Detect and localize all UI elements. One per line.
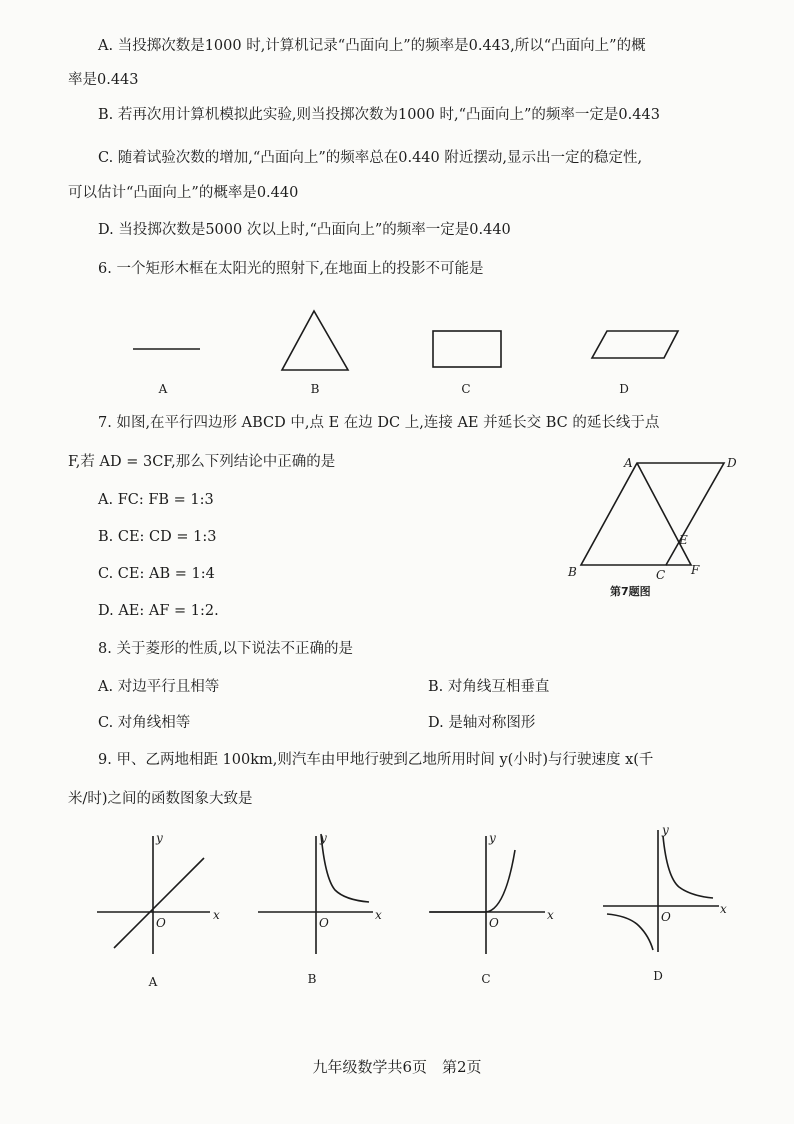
q6-triangle-shape [282,311,348,370]
page-footer: 九年级数学共6页 第2页 [312,1058,482,1076]
q6-choice-d: D [619,382,629,396]
q6-choice-b: B [310,382,320,396]
q9-graph-a-x-label: x [213,908,220,922]
q6-shapes [0,300,794,380]
q9-graph-c-origin: O [489,916,499,930]
q9-choice-a: A [148,975,158,989]
q7-stem-line1: 7. 如图,在平行四边形 ABCD 中,点 E 在边 DC 上,连接 AE 并延长交 BC 的延长线于点 [98,415,660,431]
q7-point-c-label: C [656,568,666,582]
q7-point-f-label: F [691,563,700,577]
q7-point-a-label: A [624,456,633,470]
q6-stem: 6. 一个矩形木框在太阳光的照射下,在地面上的投影不可能是 [98,261,484,277]
q5-option-a-line1: A. 当投掷次数是1000 时,计算机记录“凸面向上”的频率是0.443,所以“凸面向上”的概 [98,38,646,54]
q9-stem-line2: 米/时)之间的函数图象大致是 [68,791,253,807]
q7-figure [560,450,737,610]
q9-graph-d-curve-left [607,914,653,950]
q8-option-c: C. 对角线相等 [98,715,191,731]
q7-option-d: D. AE: AF = 1:2. [98,603,219,619]
q5-option-b: B. 若再次用计算机模拟此实验,则当投掷次数为1000 时,“凸面向上”的频率一定是0.443 [98,107,660,123]
q9-graph-d-y-label: y [662,823,669,837]
q9-graph-b-curve [321,834,369,902]
q9-choice-c: C [481,972,491,986]
q9-choice-d: D [653,969,663,983]
q5-option-c-line1: C. 随着试验次数的增加,“凸面向上”的频率总在0.440 附近摆动,显示出一定的稳定性, [98,150,643,166]
q9-graph-b [255,828,385,958]
q6-choice-c: C [461,382,471,396]
q6-rectangle-shape [433,331,501,367]
q9-graph-a-y-label: y [156,831,163,845]
q9-stem-line1: 9. 甲、乙两地相距 100km,则汽车由甲地行驶到乙地所用时间 y(小时)与行驶速度 x(千 [98,752,654,768]
q9-choice-b: B [307,972,317,986]
q9-graph-b-x-label: x [375,908,382,922]
q9-graph-a-origin: O [156,916,166,930]
q8-option-b: B. 对角线互相垂直 [428,679,550,695]
q9-graph-c-x-label: x [547,908,554,922]
q9-graph-a [92,828,222,958]
q9-graph-d [595,822,725,957]
q8-option-a: A. 对边平行且相等 [98,679,220,695]
q9-graph-d-origin: O [661,910,671,924]
q6-parallelogram-shape [592,331,678,358]
q7-option-b: B. CE: CD = 1:3 [98,529,217,545]
q5-option-d: D. 当投掷次数是5000 次以上时,“凸面向上”的频率一定是0.440 [98,222,511,238]
q8-option-d: D. 是轴对称图形 [428,715,536,731]
q7-option-c: C. CE: AB = 1:4 [98,566,215,582]
q5-option-a-line2: 率是0.443 [68,72,139,88]
q9-graph-c-y-label: y [489,831,496,845]
q7-parallelogram-abcd [581,463,724,565]
q7-point-e-label: E [679,533,688,547]
q9-graph-b-origin: O [319,916,329,930]
q9-graph-d-x-label: x [720,902,727,916]
q9-graph-c-curve [429,850,515,912]
q7-line-ae-f [637,463,691,565]
q9-graph-a-line [114,858,204,948]
q7-stem-line2: F,若 AD = 3CF,那么下列结论中正确的是 [68,454,336,470]
q6-choice-a: A [158,382,168,396]
q9-graph-d-curve-right [663,836,713,898]
q7-point-b-label: B [568,565,577,579]
q7-option-a: A. FC: FB = 1:3 [98,492,214,508]
q7-point-d-label: D [727,456,737,470]
q8-stem: 8. 关于菱形的性质,以下说法不正确的是 [98,641,354,657]
q5-option-c-line2: 可以估计“凸面向上”的概率是0.440 [68,185,299,201]
q9-graph-b-y-label: y [320,831,327,845]
q7-figure-caption: 第7题图 [610,585,651,598]
q9-graph-c [425,828,555,958]
